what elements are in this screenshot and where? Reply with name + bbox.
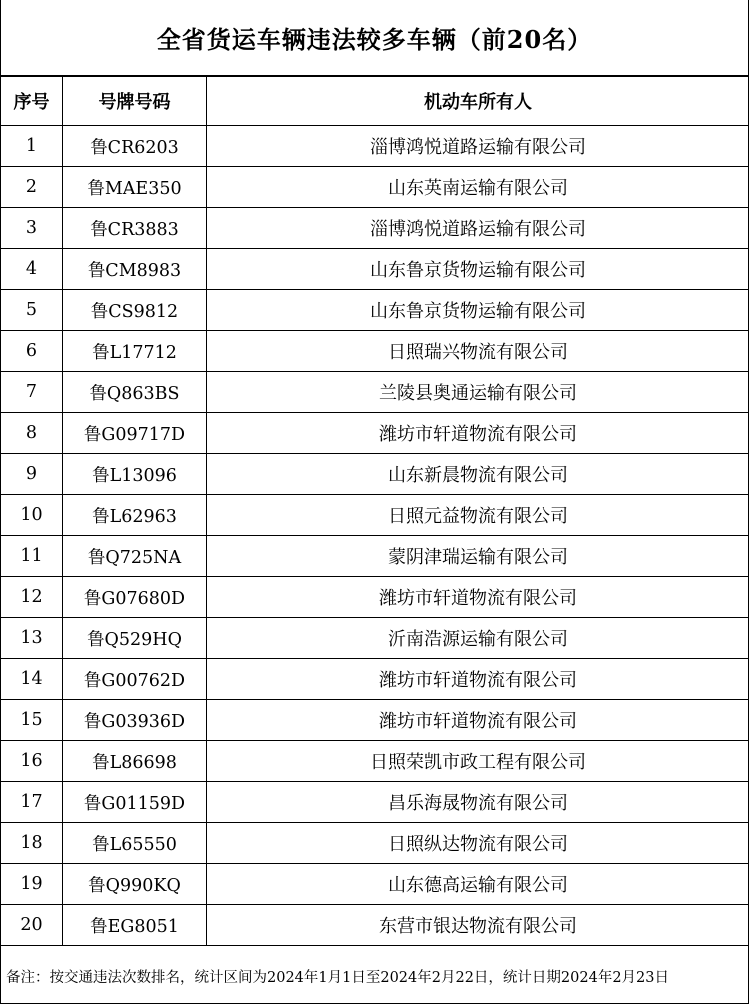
cell-owner: 淄博鸿悦道路运输有限公司 <box>207 208 749 249</box>
cell-owner: 潍坊市轩道物流有限公司 <box>207 659 749 700</box>
cell-owner: 潍坊市轩道物流有限公司 <box>207 577 749 618</box>
cell-owner: 日照纵达物流有限公司 <box>207 823 749 864</box>
page-title: 全省货运车辆违法较多车辆（前20名） <box>0 0 749 76</box>
table-row <box>1 372 749 413</box>
table-row <box>1 741 749 782</box>
table-row <box>1 126 749 167</box>
table-body <box>1 126 749 946</box>
cell-plate: 鲁L17712 <box>63 331 207 372</box>
cell-plate: 鲁Q990KQ <box>63 864 207 905</box>
cell-plate: 鲁CM8983 <box>63 249 207 290</box>
cell-rank: 15 <box>1 700 63 741</box>
violation-table <box>0 76 749 946</box>
header-rank: 序号 <box>1 77 63 126</box>
cell-plate: 鲁MAE350 <box>63 167 207 208</box>
cell-owner: 潍坊市轩道物流有限公司 <box>207 700 749 741</box>
cell-plate: 鲁EG8051 <box>63 905 207 946</box>
cell-rank: 18 <box>1 823 63 864</box>
footnote: 备注：按交通违法次数排名，统计区间为2024年1月1日至2024年2月22日，统计日期2024年2月23日 <box>0 949 749 1004</box>
table-row <box>1 413 749 454</box>
table-row <box>1 290 749 331</box>
table-row <box>1 249 749 290</box>
cell-rank: 12 <box>1 577 63 618</box>
table-row <box>1 864 749 905</box>
table-row <box>1 167 749 208</box>
cell-owner: 沂南浩源运输有限公司 <box>207 618 749 659</box>
cell-owner: 日照荣凯市政工程有限公司 <box>207 741 749 782</box>
cell-rank: 17 <box>1 782 63 823</box>
header-owner: 机动车所有人 <box>207 77 749 126</box>
cell-plate: 鲁L65550 <box>63 823 207 864</box>
cell-plate: 鲁CR3883 <box>63 208 207 249</box>
cell-owner: 山东新晨物流有限公司 <box>207 454 749 495</box>
cell-rank: 8 <box>1 413 63 454</box>
table-row <box>1 823 749 864</box>
cell-rank: 9 <box>1 454 63 495</box>
table-row <box>1 700 749 741</box>
cell-owner: 日照瑞兴物流有限公司 <box>207 331 749 372</box>
cell-plate: 鲁Q863BS <box>63 372 207 413</box>
table-row <box>1 331 749 372</box>
table-row <box>1 208 749 249</box>
table-row <box>1 577 749 618</box>
cell-rank: 11 <box>1 536 63 577</box>
cell-rank: 5 <box>1 290 63 331</box>
cell-rank: 10 <box>1 495 63 536</box>
cell-owner: 山东鲁京货物运输有限公司 <box>207 290 749 331</box>
cell-plate: 鲁Q529HQ <box>63 618 207 659</box>
header-plate: 号牌号码 <box>63 77 207 126</box>
cell-owner: 山东鲁京货物运输有限公司 <box>207 249 749 290</box>
cell-owner: 东营市银达物流有限公司 <box>207 905 749 946</box>
cell-owner: 昌乐海晟物流有限公司 <box>207 782 749 823</box>
cell-plate: 鲁G00762D <box>63 659 207 700</box>
cell-rank: 2 <box>1 167 63 208</box>
cell-plate: 鲁L62963 <box>63 495 207 536</box>
table-row <box>1 659 749 700</box>
cell-rank: 16 <box>1 741 63 782</box>
cell-plate: 鲁G03936D <box>63 700 207 741</box>
cell-plate: 鲁CR6203 <box>63 126 207 167</box>
cell-rank: 20 <box>1 905 63 946</box>
cell-owner: 蒙阴津瑞运输有限公司 <box>207 536 749 577</box>
cell-rank: 4 <box>1 249 63 290</box>
cell-rank: 7 <box>1 372 63 413</box>
table-row <box>1 905 749 946</box>
cell-owner: 淄博鸿悦道路运输有限公司 <box>207 126 749 167</box>
cell-rank: 19 <box>1 864 63 905</box>
cell-rank: 14 <box>1 659 63 700</box>
cell-plate: 鲁CS9812 <box>63 290 207 331</box>
cell-owner: 兰陵县奥通运输有限公司 <box>207 372 749 413</box>
cell-plate: 鲁Q725NA <box>63 536 207 577</box>
table-row <box>1 618 749 659</box>
cell-owner: 山东德高运输有限公司 <box>207 864 749 905</box>
cell-rank: 3 <box>1 208 63 249</box>
cell-rank: 13 <box>1 618 63 659</box>
cell-plate: 鲁G09717D <box>63 413 207 454</box>
cell-plate: 鲁G01159D <box>63 782 207 823</box>
table-row <box>1 454 749 495</box>
cell-rank: 1 <box>1 126 63 167</box>
cell-owner: 山东英南运输有限公司 <box>207 167 749 208</box>
header-row <box>1 77 749 126</box>
cell-owner: 日照元益物流有限公司 <box>207 495 749 536</box>
cell-rank: 6 <box>1 331 63 372</box>
table-row <box>1 536 749 577</box>
table-row <box>1 782 749 823</box>
cell-owner: 潍坊市轩道物流有限公司 <box>207 413 749 454</box>
table-row <box>1 495 749 536</box>
cell-plate: 鲁G07680D <box>63 577 207 618</box>
cell-plate: 鲁L13096 <box>63 454 207 495</box>
cell-plate: 鲁L86698 <box>63 741 207 782</box>
